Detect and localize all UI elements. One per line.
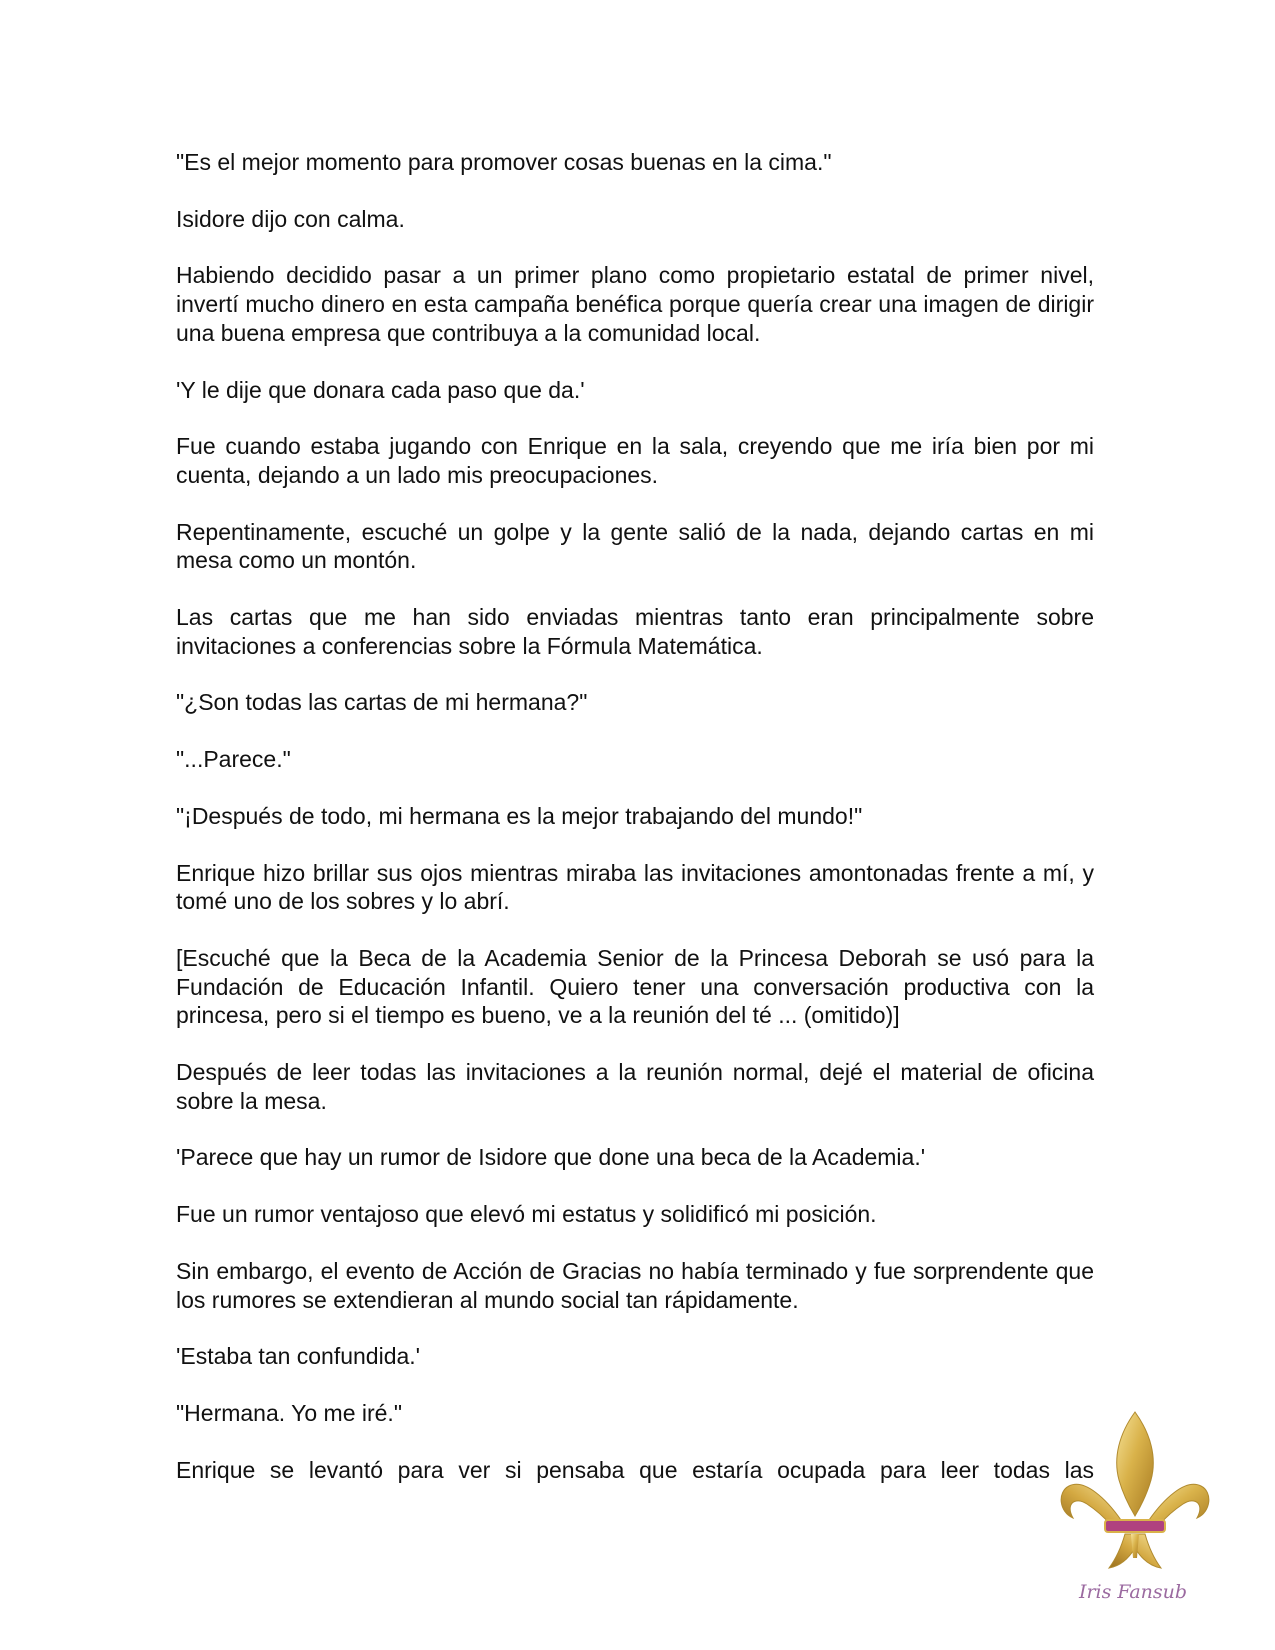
paragraph: "Hermana. Yo me iré." [176,1399,402,1426]
paragraph: "Es el mejor momento para promover cosas buenas en la cima." [176,149,832,175]
paragraph: 'Y le dije que donara cada paso que da.' [176,376,585,403]
paragraph: Sin embargo, el evento de Acción de Gracias no había terminado y fue sorprendente que los rumores se extendieran al mundo social tan rápidamente. [176,1257,1094,1313]
watermark-logo [1055,1408,1215,1608]
paragraph: [Escuché que la Beca de la Academia Senior de la Princesa Deborah se usó para la Fundación de Educación Infantil. Quiero tener una conversación productiva con la princesa, pero si el tiempo es bueno, ve a la reunión del té ... (omitido)] [176,944,1094,1029]
paragraph: Habiendo decidido pasar a un primer plano como propietario estatal de primer nivel, invertí mucho dinero en esta campaña benéfica porque quería crear una imagen de dirigir una buena empresa que contribuya a la comunidad local. [176,262,1094,346]
paragraph: 'Parece que hay un rumor de Isidore que done una beca de la Academia.' [176,1144,926,1171]
paragraph: 'Estaba tan confundida.' [176,1343,421,1370]
paragraph: Isidore dijo con calma. [176,205,405,232]
paragraph: Enrique se levantó para ver si pensaba que estaría ocupada para leer todas las [176,1456,1094,1483]
paragraph: "...Parece." [176,746,291,773]
paragraph: Fue un rumor ventajoso que elevó mi estatus y solidificó mi posición. [176,1201,877,1228]
paragraph: "¡Después de todo, mi hermana es la mejor trabajando del mundo!" [176,802,863,829]
document-body [176,148,1094,1484]
paragraph: Después de leer todas las invitaciones a la reunión normal, dejé el material de oficina sobre la mesa. [176,1059,1094,1114]
watermark-text: Iris Fansub [1078,1581,1188,1603]
paragraph: "¿Son todas las cartas de mi hermana?" [176,689,588,716]
paragraph: Las cartas que me han sido enviadas mientras tanto eran principalmente sobre invitaciones a conferencias sobre la Fórmula Matemática. [176,604,1094,659]
fleur-de-lis-icon [1055,1408,1215,1608]
paragraph: Repentinamente, escuché un golpe y la gente salió de la nada, dejando cartas en mi mesa como un montón. [176,518,1094,574]
paragraph: Fue cuando estaba jugando con Enrique en la sala, creyendo que me iría bien por mi cuenta, dejando a un lado mis preocupaciones. [176,433,1094,488]
paragraph: Enrique hizo brillar sus ojos mientras miraba las invitaciones amontonadas frente a mí, y tomé uno de los sobres y lo abrí. [176,859,1094,915]
